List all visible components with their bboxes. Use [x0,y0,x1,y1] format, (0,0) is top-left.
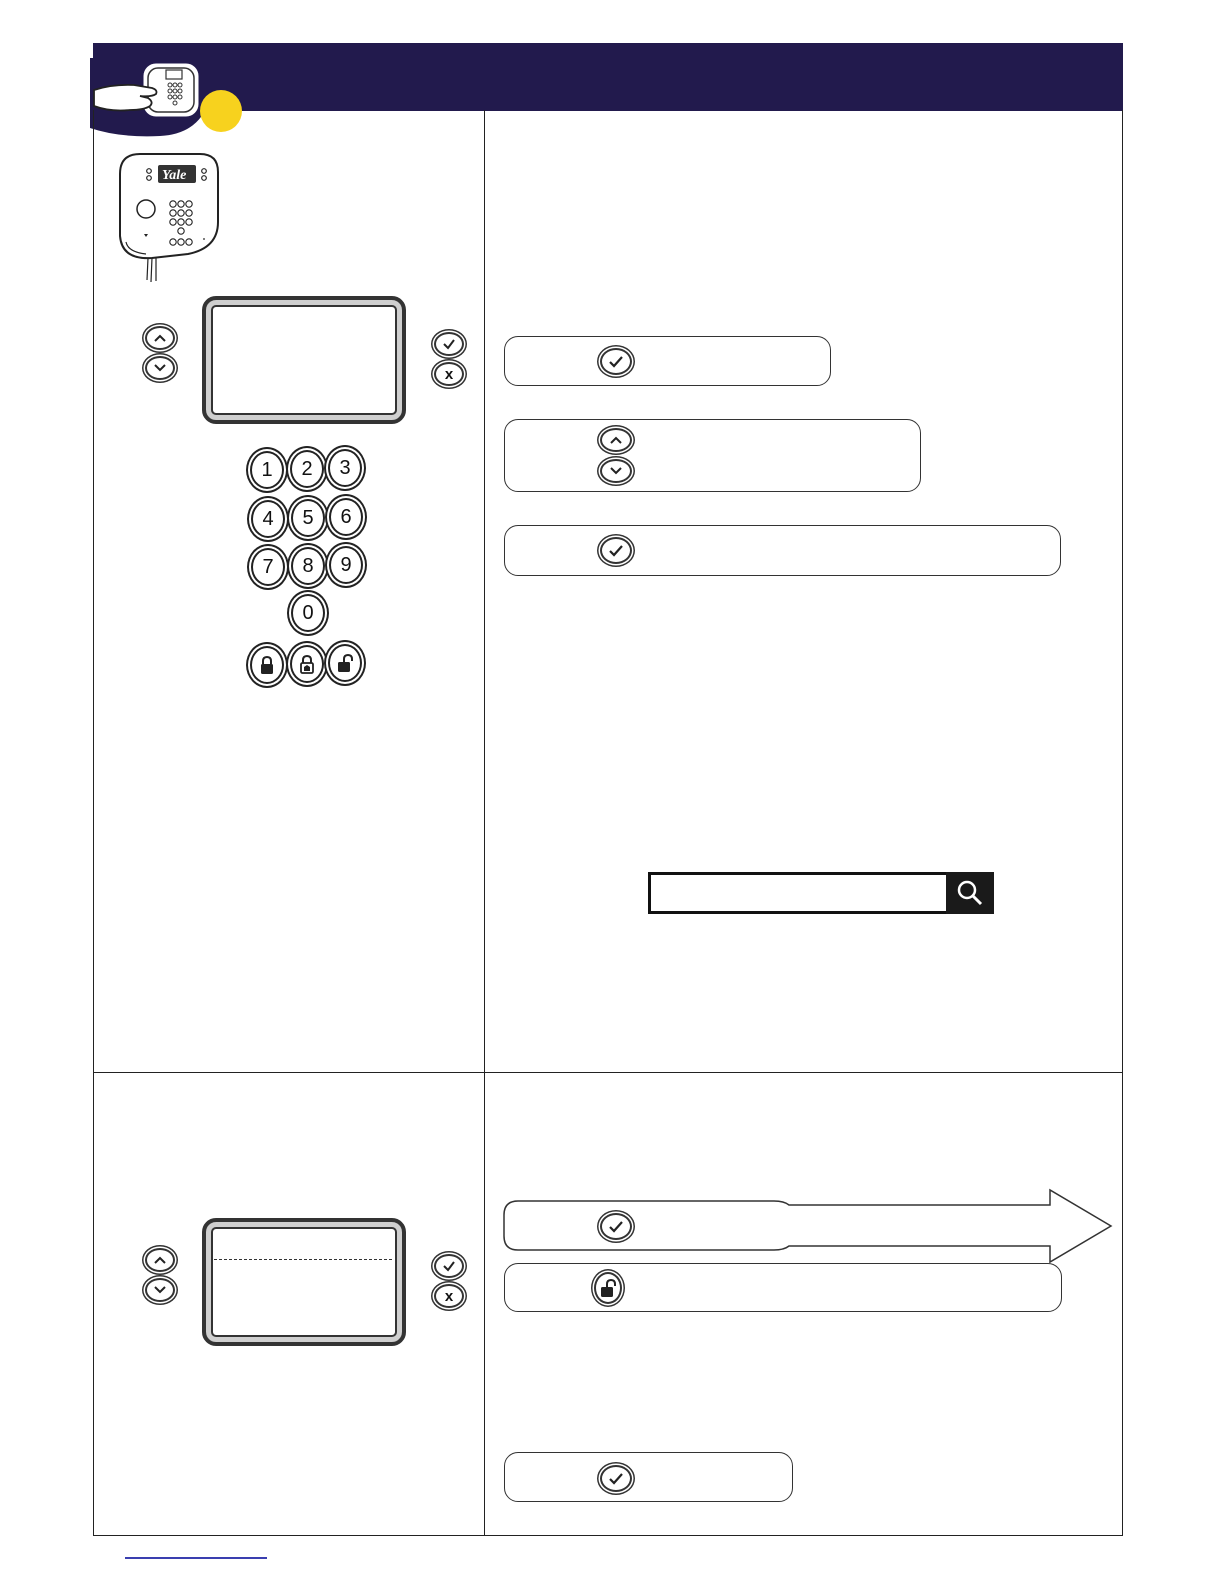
confirm-button[interactable] [434,1254,464,1278]
check-icon [608,1220,624,1234]
cancel-button[interactable] [434,362,464,386]
check-icon [608,1472,624,1486]
check-icon [608,355,624,369]
chevron-down-icon [153,363,167,373]
key-5[interactable]: 5 [291,499,325,537]
key-7[interactable]: 7 [251,548,285,586]
search-icon [956,879,984,907]
search-button[interactable] [946,872,994,914]
lock-button[interactable] [250,646,284,684]
instruction-pill-confirm-3 [504,1452,793,1502]
key-6[interactable]: 6 [329,498,363,536]
key-9[interactable]: 9 [329,546,363,584]
instruction-pill-unlock [504,1263,1062,1312]
key-8[interactable]: 8 [291,547,325,585]
device-brand-logo: Yale [162,168,187,183]
key-2[interactable]: 2 [290,450,324,488]
confirm-button[interactable] [600,1213,632,1240]
cancel-button[interactable] [434,1284,464,1308]
home-lock-icon [299,654,315,674]
down-button[interactable] [145,1278,175,1302]
confirm-button[interactable] [600,348,632,375]
confirm-button[interactable] [600,1465,632,1492]
up-button[interactable] [600,428,632,452]
chevron-up-icon [153,1255,167,1265]
unlock-icon [599,1278,617,1298]
column-divider [484,110,485,1536]
lock-icon [259,655,275,675]
key-4[interactable]: 4 [251,500,285,538]
instruction-pill-scroll [504,419,921,492]
chevron-down-icon [609,466,623,476]
check-icon [442,338,456,350]
unlock-button[interactable] [328,644,362,682]
x-icon: x [444,365,454,383]
confirm-button[interactable] [600,537,632,564]
chevron-up-icon [153,333,167,343]
down-button[interactable] [600,459,632,483]
check-icon [442,1260,456,1272]
key-0[interactable]: 0 [291,594,325,632]
unlock-button[interactable] [594,1272,622,1304]
display-screen [202,1218,406,1346]
key-1[interactable]: 1 [250,451,284,489]
instruction-pill-confirm [504,336,831,386]
search-input[interactable] [648,872,994,914]
chevron-up-icon [609,435,623,445]
unlock-icon [336,653,354,673]
x-icon: x [444,1287,454,1305]
confirm-button[interactable] [434,332,464,356]
home-lock-button[interactable] [290,645,324,683]
row-divider [93,1072,1123,1073]
instruction-pill-confirm-2 [504,525,1061,576]
footer-link[interactable] [125,1557,267,1559]
display-divider [214,1259,392,1260]
display-screen [202,296,406,424]
key-3[interactable]: 3 [328,449,362,487]
up-button[interactable] [145,326,175,350]
right-arrow-icon [502,1188,1114,1264]
check-icon [608,544,624,558]
up-button[interactable] [145,1248,175,1272]
chevron-down-icon [153,1285,167,1295]
down-button[interactable] [145,356,175,380]
